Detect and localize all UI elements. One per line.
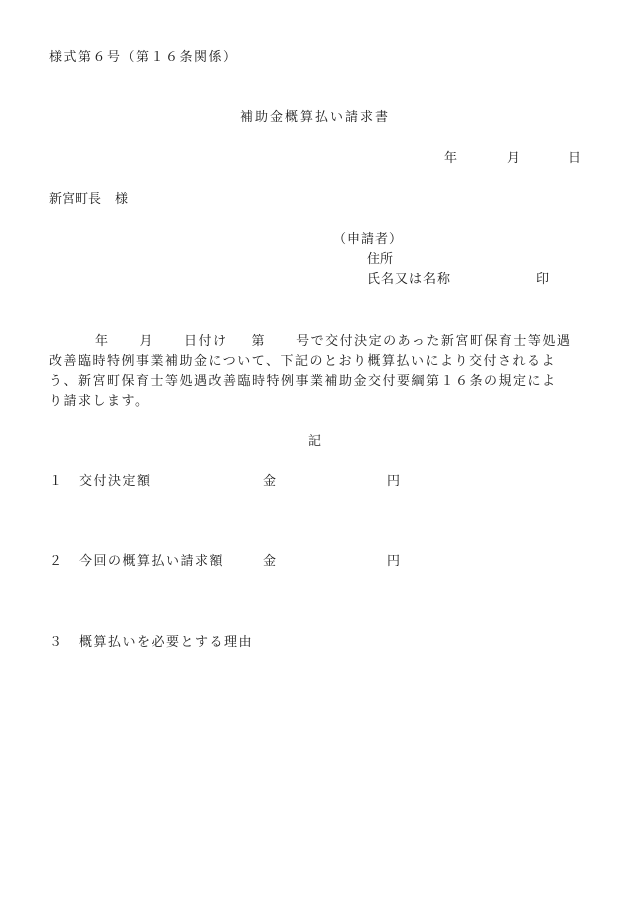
body-line-4: り請求します。 bbox=[49, 394, 150, 409]
item-1-number: １ bbox=[49, 474, 63, 489]
ki-label: 記 bbox=[308, 434, 322, 449]
item-1-yen: 円 bbox=[387, 474, 401, 489]
body-line-2: 改善臨時特例事業補助金について、下記のとおり概算払いにより交付されるよ bbox=[49, 354, 556, 369]
item-1-kin: 金 bbox=[263, 474, 277, 489]
applicant-heading: （申請者） bbox=[333, 232, 404, 247]
body-line-1 bbox=[49, 332, 589, 352]
applicant-name-label: 氏名又は名称 bbox=[367, 272, 452, 287]
body-date-suffix: 日付け bbox=[184, 334, 228, 349]
item-2-yen: 円 bbox=[387, 554, 401, 569]
body-line-3: う、新宮町保育士等処遇改善臨時特例事業補助金交付要綱第１６条の規定によ bbox=[49, 374, 557, 389]
body-line1-rest: 号で交付決定のあった新宮町保育士等処遇 bbox=[296, 334, 572, 349]
item-3-number: ３ bbox=[49, 635, 63, 650]
request-body bbox=[49, 332, 589, 412]
form-number: 様式第６号（第１６条関係） bbox=[49, 50, 238, 65]
document-title: 補助金概算払い請求書 bbox=[239, 110, 390, 125]
body-year-label: 年 bbox=[95, 334, 110, 349]
item-2-label: 今回の概算払い請求額 bbox=[79, 554, 225, 569]
applicant-address-label: 住所 bbox=[367, 252, 394, 267]
item-3-label: 概算払いを必要とする理由 bbox=[79, 635, 254, 650]
item-2-kin: 金 bbox=[263, 554, 277, 569]
addressee bbox=[49, 193, 128, 206]
date-day-label: 日 bbox=[568, 151, 582, 166]
addressee-name: 新宮町長 bbox=[49, 192, 102, 207]
date-year-label: 年 bbox=[444, 151, 458, 166]
date-month-label: 月 bbox=[507, 151, 521, 166]
seal-label: 印 bbox=[536, 272, 550, 287]
item-1-label: 交付決定額 bbox=[79, 474, 152, 489]
addressee-honorific: 様 bbox=[115, 192, 129, 207]
item-2-number: ２ bbox=[49, 554, 63, 569]
body-number-prefix: 第 bbox=[251, 334, 267, 349]
body-month-label: 月 bbox=[139, 334, 155, 349]
